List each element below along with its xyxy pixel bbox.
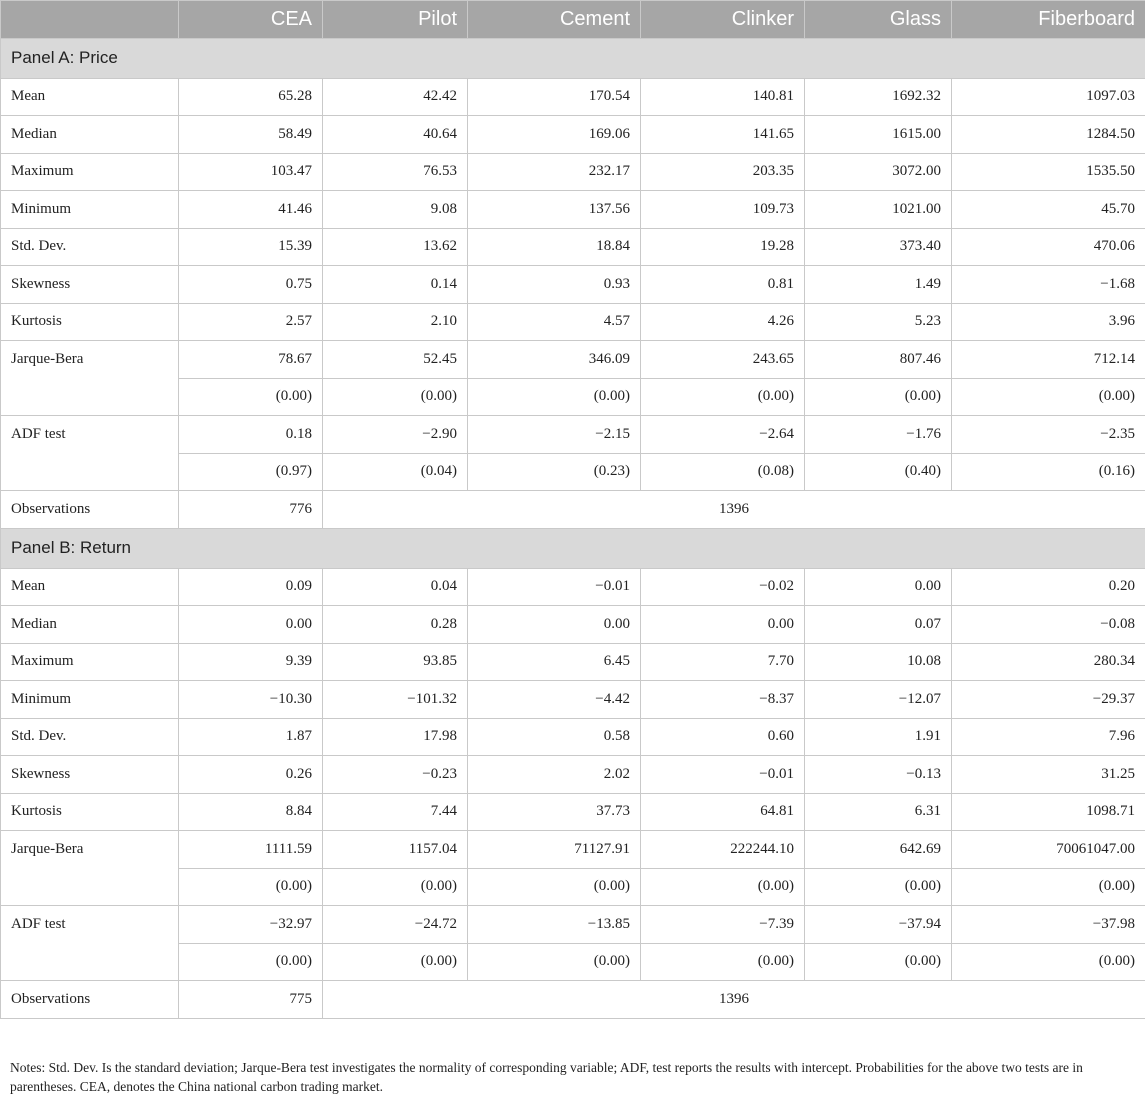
table-cell: −1.76	[805, 416, 952, 454]
table-cell: 776	[179, 491, 323, 529]
table-cell: −8.37	[641, 681, 805, 719]
table-cell: 6.31	[805, 793, 952, 831]
table-cell: 232.17	[468, 153, 641, 191]
panel-a-title: Panel A: Price	[1, 38, 1145, 78]
table-cell: (0.00)	[468, 868, 641, 906]
table-cell: −37.94	[805, 906, 952, 944]
header-fiberboard: Fiberboard	[952, 1, 1145, 39]
table-cell: 8.84	[179, 793, 323, 831]
table-cell: 0.60	[641, 718, 805, 756]
row-label: ADF test	[1, 416, 179, 491]
table-cell: 76.53	[323, 153, 468, 191]
table-cell: (0.00)	[179, 378, 323, 416]
table-cell: 203.35	[641, 153, 805, 191]
table-cell: 0.58	[468, 718, 641, 756]
table-cell: 52.45	[323, 341, 468, 379]
table-cell: 373.40	[805, 228, 952, 266]
row-label: Median	[1, 116, 179, 154]
table-cell: (0.00)	[952, 943, 1145, 981]
table-cell: (0.23)	[468, 453, 641, 491]
table-cell: −0.08	[952, 606, 1145, 644]
table-cell: 0.26	[179, 756, 323, 794]
table-cell: 4.26	[641, 303, 805, 341]
table-cell: 1.87	[179, 718, 323, 756]
table-cell: (0.00)	[805, 868, 952, 906]
table-cell: 169.06	[468, 116, 641, 154]
table-cell: 64.81	[641, 793, 805, 831]
table-cell: (0.00)	[641, 943, 805, 981]
header-cea: CEA	[179, 1, 323, 39]
table-cell: −0.01	[468, 568, 641, 606]
table-cell: −1.68	[952, 266, 1145, 304]
table-cell: 1097.03	[952, 78, 1145, 116]
row-label: Jarque-Bera	[1, 341, 179, 416]
table-row	[1, 228, 1145, 266]
table-cell: −0.01	[641, 756, 805, 794]
table-cell: 7.96	[952, 718, 1145, 756]
table-cell: (0.00)	[323, 943, 468, 981]
table-cell: −2.35	[952, 416, 1145, 454]
table-cell: (0.16)	[952, 453, 1145, 491]
table-cell: 0.09	[179, 568, 323, 606]
table-row	[1, 756, 1145, 794]
row-label: Median	[1, 606, 179, 644]
row-label: Observations	[1, 491, 179, 529]
table-row	[1, 681, 1145, 719]
table-cell: 1.49	[805, 266, 952, 304]
table-row	[1, 191, 1145, 229]
table-row	[1, 116, 1145, 154]
table-cell: −2.64	[641, 416, 805, 454]
table-cell: 2.10	[323, 303, 468, 341]
table-cell: 58.49	[179, 116, 323, 154]
table-cell: 109.73	[641, 191, 805, 229]
table-cell: (0.00)	[468, 378, 641, 416]
table-cell: (0.00)	[323, 868, 468, 906]
table-cell: 0.14	[323, 266, 468, 304]
table-cell: 45.70	[952, 191, 1145, 229]
table-cell: 9.39	[179, 643, 323, 681]
table-cell: (0.08)	[641, 453, 805, 491]
table-row	[1, 718, 1145, 756]
table-cell: (0.00)	[641, 378, 805, 416]
table-cell: 1021.00	[805, 191, 952, 229]
table-cell: 0.04	[323, 568, 468, 606]
table-cell: 807.46	[805, 341, 952, 379]
table-cell: (0.40)	[805, 453, 952, 491]
table-cell: 0.93	[468, 266, 641, 304]
row-label: Minimum	[1, 681, 179, 719]
table-cell: −0.13	[805, 756, 952, 794]
row-label: Skewness	[1, 266, 179, 304]
table-cell: −2.15	[468, 416, 641, 454]
row-label: Mean	[1, 568, 179, 606]
table-cell: −10.30	[179, 681, 323, 719]
table-cell: 4.57	[468, 303, 641, 341]
table-cell: 93.85	[323, 643, 468, 681]
table-cell: 3072.00	[805, 153, 952, 191]
table-cell: (0.00)	[468, 943, 641, 981]
header-row	[1, 1, 1145, 39]
table-row	[1, 303, 1145, 341]
table-cell: 15.39	[179, 228, 323, 266]
table-cell: 170.54	[468, 78, 641, 116]
table-cell: 1535.50	[952, 153, 1145, 191]
table-cell: 1284.50	[952, 116, 1145, 154]
table-cell: 140.81	[641, 78, 805, 116]
table-cell: 243.65	[641, 341, 805, 379]
row-label: Maximum	[1, 153, 179, 191]
table-row	[1, 266, 1145, 304]
table-cell: 0.00	[805, 568, 952, 606]
panel-b-heading-row	[1, 528, 1145, 568]
panel-b-title: Panel B: Return	[1, 528, 1145, 568]
table-cell: −101.32	[323, 681, 468, 719]
table-cell: 1111.59	[179, 831, 323, 869]
table-cell: 0.18	[179, 416, 323, 454]
table-cell: 642.69	[805, 831, 952, 869]
table-cell: −0.02	[641, 568, 805, 606]
table-cell: 7.70	[641, 643, 805, 681]
table-cell: (0.04)	[323, 453, 468, 491]
table-cell: 470.06	[952, 228, 1145, 266]
table-cell: 6.45	[468, 643, 641, 681]
table-cell: 13.62	[323, 228, 468, 266]
row-label: Mean	[1, 78, 179, 116]
table-cell: 0.07	[805, 606, 952, 644]
table-cell: 775	[179, 981, 323, 1019]
table-row	[1, 606, 1145, 644]
table-cell: 10.08	[805, 643, 952, 681]
table-cell: (0.00)	[952, 868, 1145, 906]
table-cell: 0.20	[952, 568, 1145, 606]
table-cell: 1157.04	[323, 831, 468, 869]
table-cell: 0.00	[179, 606, 323, 644]
table-row	[1, 153, 1145, 191]
table-notes: Notes: Std. Dev. Is the standard deviation; Jarque-Bera test investigates the normality of corresponding variable; ADF, test reports the results with intercept. Probabilities for the above two tests are in parentheses. CEA, denotes the China national carbon trading market.	[10, 1060, 1083, 1094]
table-cell: (0.00)	[952, 378, 1145, 416]
table-cell: 1.91	[805, 718, 952, 756]
table-cell: −0.23	[323, 756, 468, 794]
table-cell: 103.47	[179, 153, 323, 191]
table-cell: 0.81	[641, 266, 805, 304]
table-cell: 2.02	[468, 756, 641, 794]
row-label: Maximum	[1, 643, 179, 681]
table-cell: (0.00)	[323, 378, 468, 416]
table-row	[1, 906, 1145, 944]
table-row	[1, 831, 1145, 869]
table-cell: 280.34	[952, 643, 1145, 681]
panel-a-heading-row	[1, 38, 1145, 78]
table-cell: 1615.00	[805, 116, 952, 154]
table-cell: 0.00	[468, 606, 641, 644]
table-cell: (0.00)	[179, 943, 323, 981]
table-cell: −24.72	[323, 906, 468, 944]
table-cell: −7.39	[641, 906, 805, 944]
table-cell: 1692.32	[805, 78, 952, 116]
table-cell: 346.09	[468, 341, 641, 379]
header-pilot: Pilot	[323, 1, 468, 39]
table-cell: 137.56	[468, 191, 641, 229]
table-cell: 71127.91	[468, 831, 641, 869]
header-glass: Glass	[805, 1, 952, 39]
row-label: Observations	[1, 981, 179, 1019]
row-label: Kurtosis	[1, 303, 179, 341]
table-cell: 0.28	[323, 606, 468, 644]
table-row	[1, 643, 1145, 681]
table-cell: 5.23	[805, 303, 952, 341]
table-cell: 65.28	[179, 78, 323, 116]
table-row	[1, 981, 1145, 1019]
header-cement: Cement	[468, 1, 641, 39]
table-cell: 222244.10	[641, 831, 805, 869]
table-cell: 31.25	[952, 756, 1145, 794]
table-row	[1, 793, 1145, 831]
table-cell: 70061047.00	[952, 831, 1145, 869]
row-label: Jarque-Bera	[1, 831, 179, 906]
table-cell: −2.90	[323, 416, 468, 454]
table-cell: 712.14	[952, 341, 1145, 379]
table-row	[1, 416, 1145, 454]
table-row	[1, 341, 1145, 379]
table-cell: 41.46	[179, 191, 323, 229]
table-cell: (0.00)	[641, 868, 805, 906]
table-cell: −32.97	[179, 906, 323, 944]
table-cell: 1396	[323, 491, 1145, 529]
row-label: Skewness	[1, 756, 179, 794]
table-cell: 42.42	[323, 78, 468, 116]
table-row	[1, 568, 1145, 606]
table-cell: (0.97)	[179, 453, 323, 491]
table-cell: 78.67	[179, 341, 323, 379]
row-label: Std. Dev.	[1, 228, 179, 266]
table-cell: 3.96	[952, 303, 1145, 341]
header-blank	[1, 1, 179, 39]
table-cell: 9.08	[323, 191, 468, 229]
table-cell: −4.42	[468, 681, 641, 719]
table-row	[1, 491, 1145, 529]
table-cell: 141.65	[641, 116, 805, 154]
table-cell: 7.44	[323, 793, 468, 831]
header-clinker: Clinker	[641, 1, 805, 39]
table-cell: 0.75	[179, 266, 323, 304]
table-cell: −29.37	[952, 681, 1145, 719]
row-label: Minimum	[1, 191, 179, 229]
table-cell: 40.64	[323, 116, 468, 154]
table-cell: 18.84	[468, 228, 641, 266]
table-cell: −13.85	[468, 906, 641, 944]
table-cell: (0.00)	[805, 943, 952, 981]
row-label: ADF test	[1, 906, 179, 981]
table-cell: −12.07	[805, 681, 952, 719]
table-cell: 37.73	[468, 793, 641, 831]
row-label: Std. Dev.	[1, 718, 179, 756]
table-cell: 1098.71	[952, 793, 1145, 831]
table-row	[1, 78, 1145, 116]
table-cell: 0.00	[641, 606, 805, 644]
row-label: Kurtosis	[1, 793, 179, 831]
table-cell: −37.98	[952, 906, 1145, 944]
table-cell: 1396	[323, 981, 1145, 1019]
table-cell: (0.00)	[179, 868, 323, 906]
table-cell: (0.00)	[805, 378, 952, 416]
table-cell: 2.57	[179, 303, 323, 341]
table-cell: 17.98	[323, 718, 468, 756]
table-cell: 19.28	[641, 228, 805, 266]
